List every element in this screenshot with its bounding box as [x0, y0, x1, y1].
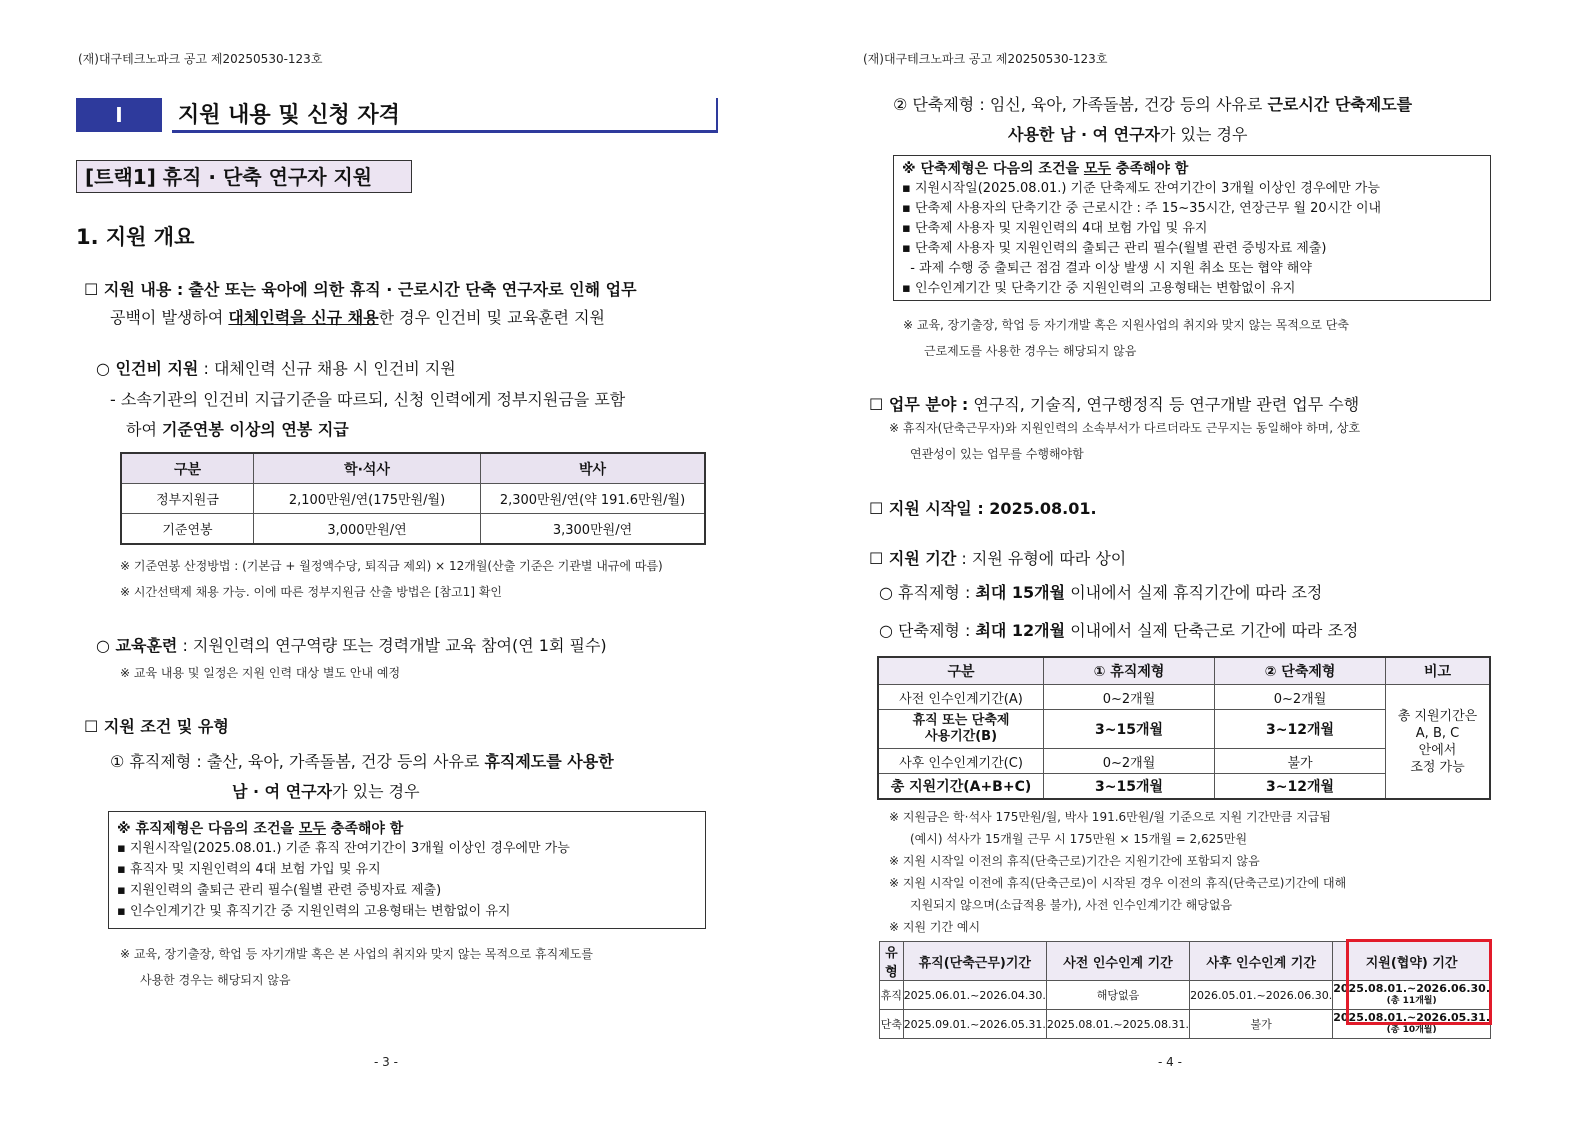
- support-content-line2: 공백이 발생하여 대체인력을 신규 채용한 경우 인건비 및 교육훈련 지원: [110, 308, 605, 327]
- page-number: - 3 -: [374, 1055, 398, 1069]
- remark-cell: 총 지원기간은 A, B, C 안에서 조정 가능: [1386, 685, 1491, 800]
- list-item: - 과제 수행 중 출퇴근 점검 결과 이상 발생 시 지원 취소 또는 협약 해약: [902, 261, 1312, 276]
- support-content-line1: [84, 277, 637, 300]
- type1-line1: ① 휴직제형 : 출산, 육아, 가족돌봄, 건강 등의 사유로 휴직제도를 사용한: [110, 752, 614, 771]
- table-row: 사후 인수인계기간(C) 0~2개월 불가: [878, 749, 1490, 774]
- work-field-item: ☐ 업무 분야 : 연구직, 기술직, 연구행정직 등 연구개발 관련 업무 수행: [869, 395, 1360, 414]
- type2-line2: 사용한 남 · 여 연구자가 있는 경우: [1008, 125, 1248, 144]
- list-item: ▪ 지원시작일(2025.08.01.) 기준 단축제도 잔여기간이 3개월 이상인 경우에만 가능: [902, 181, 1380, 196]
- note-reduction-exclusion-2: 근로제도를 사용한 경우는 해당되지 않음: [924, 344, 1137, 358]
- period-leave: ○ 휴직제형 : 최대 15개월 이내에서 실제 휴직기간에 따라 조정: [879, 583, 1323, 602]
- table-row: 정부지원금 2,100만원/연(175만원/월) 2,300만원/연(약 191.6만원/월): [121, 484, 705, 514]
- period-table: 구분 ① 휴직제형 ② 단축제형 비고 사전 인수인계기간(A) 0~2개월 0~2개월 총 지원기간은 A, B, C 안에서 조정 가능 휴직 또는 단축제 사용기간(B) 3~15개월 3~12개월 사후 인수인계기간(C) 0~2개월 불가 총 지원기간(A+B+C) 3~15개월 3~12개월: [877, 656, 1491, 800]
- note-retroactive-1: ※ 지원 시작일 이전에 휴직(단축근로)이 시작된 경우 이전의 휴직(단축근로)기간에 대해: [889, 876, 1347, 890]
- table-row: 단축 2025.09.01.~2026.05.31. 2025.08.01.~2025.08.31. 불가 2025.08.01.~2026.05.31. (총 10개월): [880, 1010, 1491, 1039]
- track-title: [트랙1] 휴직 · 단축 연구자 지원: [76, 160, 412, 193]
- note-example: (예시) 석사가 15개월 근무 시 175만원 × 15개월 = 2,625만원: [910, 832, 1248, 846]
- support-content-bold: 출산 또는 육아에 의한 휴직 · 근로시간 단축 연구자로 인해 업무: [188, 280, 637, 299]
- page-4: [793, 0, 1586, 1121]
- reduction-conditions-box: [893, 155, 1491, 301]
- period-reduction: ○ 단축제형 : 최대 12개월 이내에서 실제 단축근로 기간에 따라 조정: [879, 621, 1359, 640]
- section-rule: [716, 98, 718, 133]
- period-example-table: 유형 휴직(단축근무)기간 사전 인수인계 기간 사후 인수인계 기간 지원(협약) 기간 휴직 2025.06.01.~2026.04.30. 해당없음 2026.05.01.~2026.06.30. 2025.08.01.~2026.06.30. (총 11개월) 단축 2025.09.01.~2026.05.31. 2025.08.01.~2025.08.31. 불가 2025.08.01.~2026.05.31. (총 10개월): [879, 941, 1491, 1039]
- highlight-frame: [1346, 939, 1492, 1025]
- list-item: ▪ 인수인계기간 및 휴직기간 중 지원인력의 고용형태는 변함없이 유지: [117, 904, 511, 919]
- table-row: 기준연봉 3,000만원/연 3,300만원/연: [121, 514, 705, 545]
- table-row: 휴직 2025.06.01.~2026.04.30. 해당없음 2026.05.01.~2026.06.30. 2025.08.01.~2026.06.30. (총 11개월): [880, 981, 1491, 1010]
- leave-conditions-head: ※ 휴직제형은 다음의 조건을 모두 충족해야 함: [117, 821, 404, 837]
- note-period-example: ※ 지원 기간 예시: [889, 920, 981, 934]
- table-row: 총 지원기간(A+B+C) 3~15개월 3~12개월: [878, 774, 1490, 800]
- note-leave-exclusion-2: 사용한 경우는 해당되지 않음: [140, 973, 291, 987]
- reduction-conditions-head: ※ 단축제형은 다음의 조건을 모두 충족해야 함: [902, 161, 1189, 177]
- heading-overview: 1. 지원 개요: [76, 225, 195, 249]
- doc-header: (재)대구테크노파크 공고 제20250530-123호: [78, 52, 323, 66]
- list-item: ▪ 지원인력의 출퇴근 관리 필수(월별 관련 증빙자료 제출): [117, 883, 442, 898]
- note-work-field-2: 연관성이 있는 업무를 수행해야함: [910, 447, 1084, 461]
- list-item: ▪ 단축제 사용자 및 지원인력의 출퇴근 관리 필수(월별 관련 증빙자료 제출): [902, 241, 1327, 256]
- section-number: Ⅰ: [76, 98, 162, 132]
- note-retroactive-2: 지원되지 않으며(소급적용 불가), 사전 인수인계기간 해당없음: [910, 898, 1233, 912]
- list-item: ▪ 인수인계기간 및 단축기간 중 지원인력의 고용형태는 변함없이 유지: [902, 281, 1296, 296]
- doc-header: (재)대구테크노파크 공고 제20250530-123호: [863, 52, 1108, 66]
- labor-cost-sub2: 하여 기준연봉 이상의 연봉 지급: [126, 420, 349, 439]
- list-item: ▪ 휴직자 및 지원인력의 4대 보험 가입 및 유지: [117, 862, 381, 877]
- section-underline: [172, 130, 718, 133]
- note-amount: ※ 지원금은 학·석사 175만원/월, 박사 191.6만원/월 기준으로 지원 기간만큼 지급됨: [889, 810, 1331, 824]
- note-salary-calc: ※ 기준연봉 산정방법 : (기본급 + 월정액수당, 퇴직금 제외) × 12개월(산출 기준은 기관별 내규에 따름): [120, 559, 663, 573]
- section-title: 지원 내용 및 신청 자격: [178, 103, 400, 128]
- support-content-label: ☐ 지원 내용 :: [84, 280, 184, 299]
- type1-line2: 남 · 여 연구자가 있는 경우: [232, 782, 420, 801]
- period-item: ☐ 지원 기간 : 지원 유형에 따라 상이: [869, 549, 1127, 568]
- conditions-title: ☐ 지원 조건 및 유형: [84, 717, 229, 736]
- labor-cost-item: ○ 인건비 지원 : 대체인력 신규 채용 시 인건비 지원: [96, 359, 456, 378]
- table-row: 사전 인수인계기간(A) 0~2개월 0~2개월 총 지원기간은 A, B, C 안에서 조정 가능: [878, 685, 1490, 710]
- page-number: - 4 -: [1158, 1055, 1182, 1069]
- note-reduction-exclusion-1: ※ 교육, 장기출장, 학업 등 자기개발 혹은 지원사업의 취지와 맞지 않는 목적으로 단축: [903, 318, 1349, 332]
- education-item: ○ 교육훈련 : 지원인력의 연구역량 또는 경력개발 교육 참여(연 1회 필수): [96, 636, 607, 655]
- note-work-field-1: ※ 휴직자(단축근무자)와 지원인력의 소속부서가 다르더라도 근무지는 동일해야 하며, 상호: [889, 421, 1361, 435]
- start-date: ☐ 지원 시작일 : 2025.08.01.: [869, 499, 1097, 518]
- salary-table: 구분 학·석사 박사 정부지원금 2,100만원/연(175만원/월) 2,300만원/연(약 191.6만원/월) 기준연봉 3,000만원/연 3,300만원/연: [120, 452, 706, 545]
- table-row: 휴직 또는 단축제 사용기간(B) 3~15개월 3~12개월: [878, 710, 1490, 749]
- list-item: ▪ 단축제 사용자의 단축기간 중 근로시간 : 주 15~35시간, 연장근무 월 20시간 이내: [902, 201, 1382, 216]
- type2-line1: ② 단축제형 : 임신, 육아, 가족돌봄, 건강 등의 사유로 근로시간 단축제도를: [893, 95, 1413, 114]
- note-prior-period: ※ 지원 시작일 이전의 휴직(단축근로)기간은 지원기간에 포함되지 않음: [889, 854, 1260, 868]
- note-part-time: ※ 시간선택제 채용 가능. 이에 따른 정부지원금 산출 방법은 [참고1] 확인: [120, 585, 502, 599]
- note-education: ※ 교육 내용 및 일정은 지원 인력 대상 별도 안내 예정: [120, 666, 401, 680]
- note-leave-exclusion-1: ※ 교육, 장기출장, 학업 등 자기개발 혹은 본 사업의 취지와 맞지 않는 목적으로 휴직제도를: [120, 947, 593, 961]
- list-item: ▪ 지원시작일(2025.08.01.) 기준 휴직 잔여기간이 3개월 이상인 경우에만 가능: [117, 841, 570, 856]
- leave-conditions-box: [108, 811, 706, 929]
- list-item: ▪ 단축제 사용자 및 지원인력의 4대 보험 가입 및 유지: [902, 221, 1208, 236]
- new-hire-emphasis: 대체인력을 신규 채용: [228, 308, 379, 327]
- labor-cost-sub1: - 소속기관의 인건비 지급기준을 따르되, 신청 인력에게 정부지원금을 포함: [110, 390, 626, 409]
